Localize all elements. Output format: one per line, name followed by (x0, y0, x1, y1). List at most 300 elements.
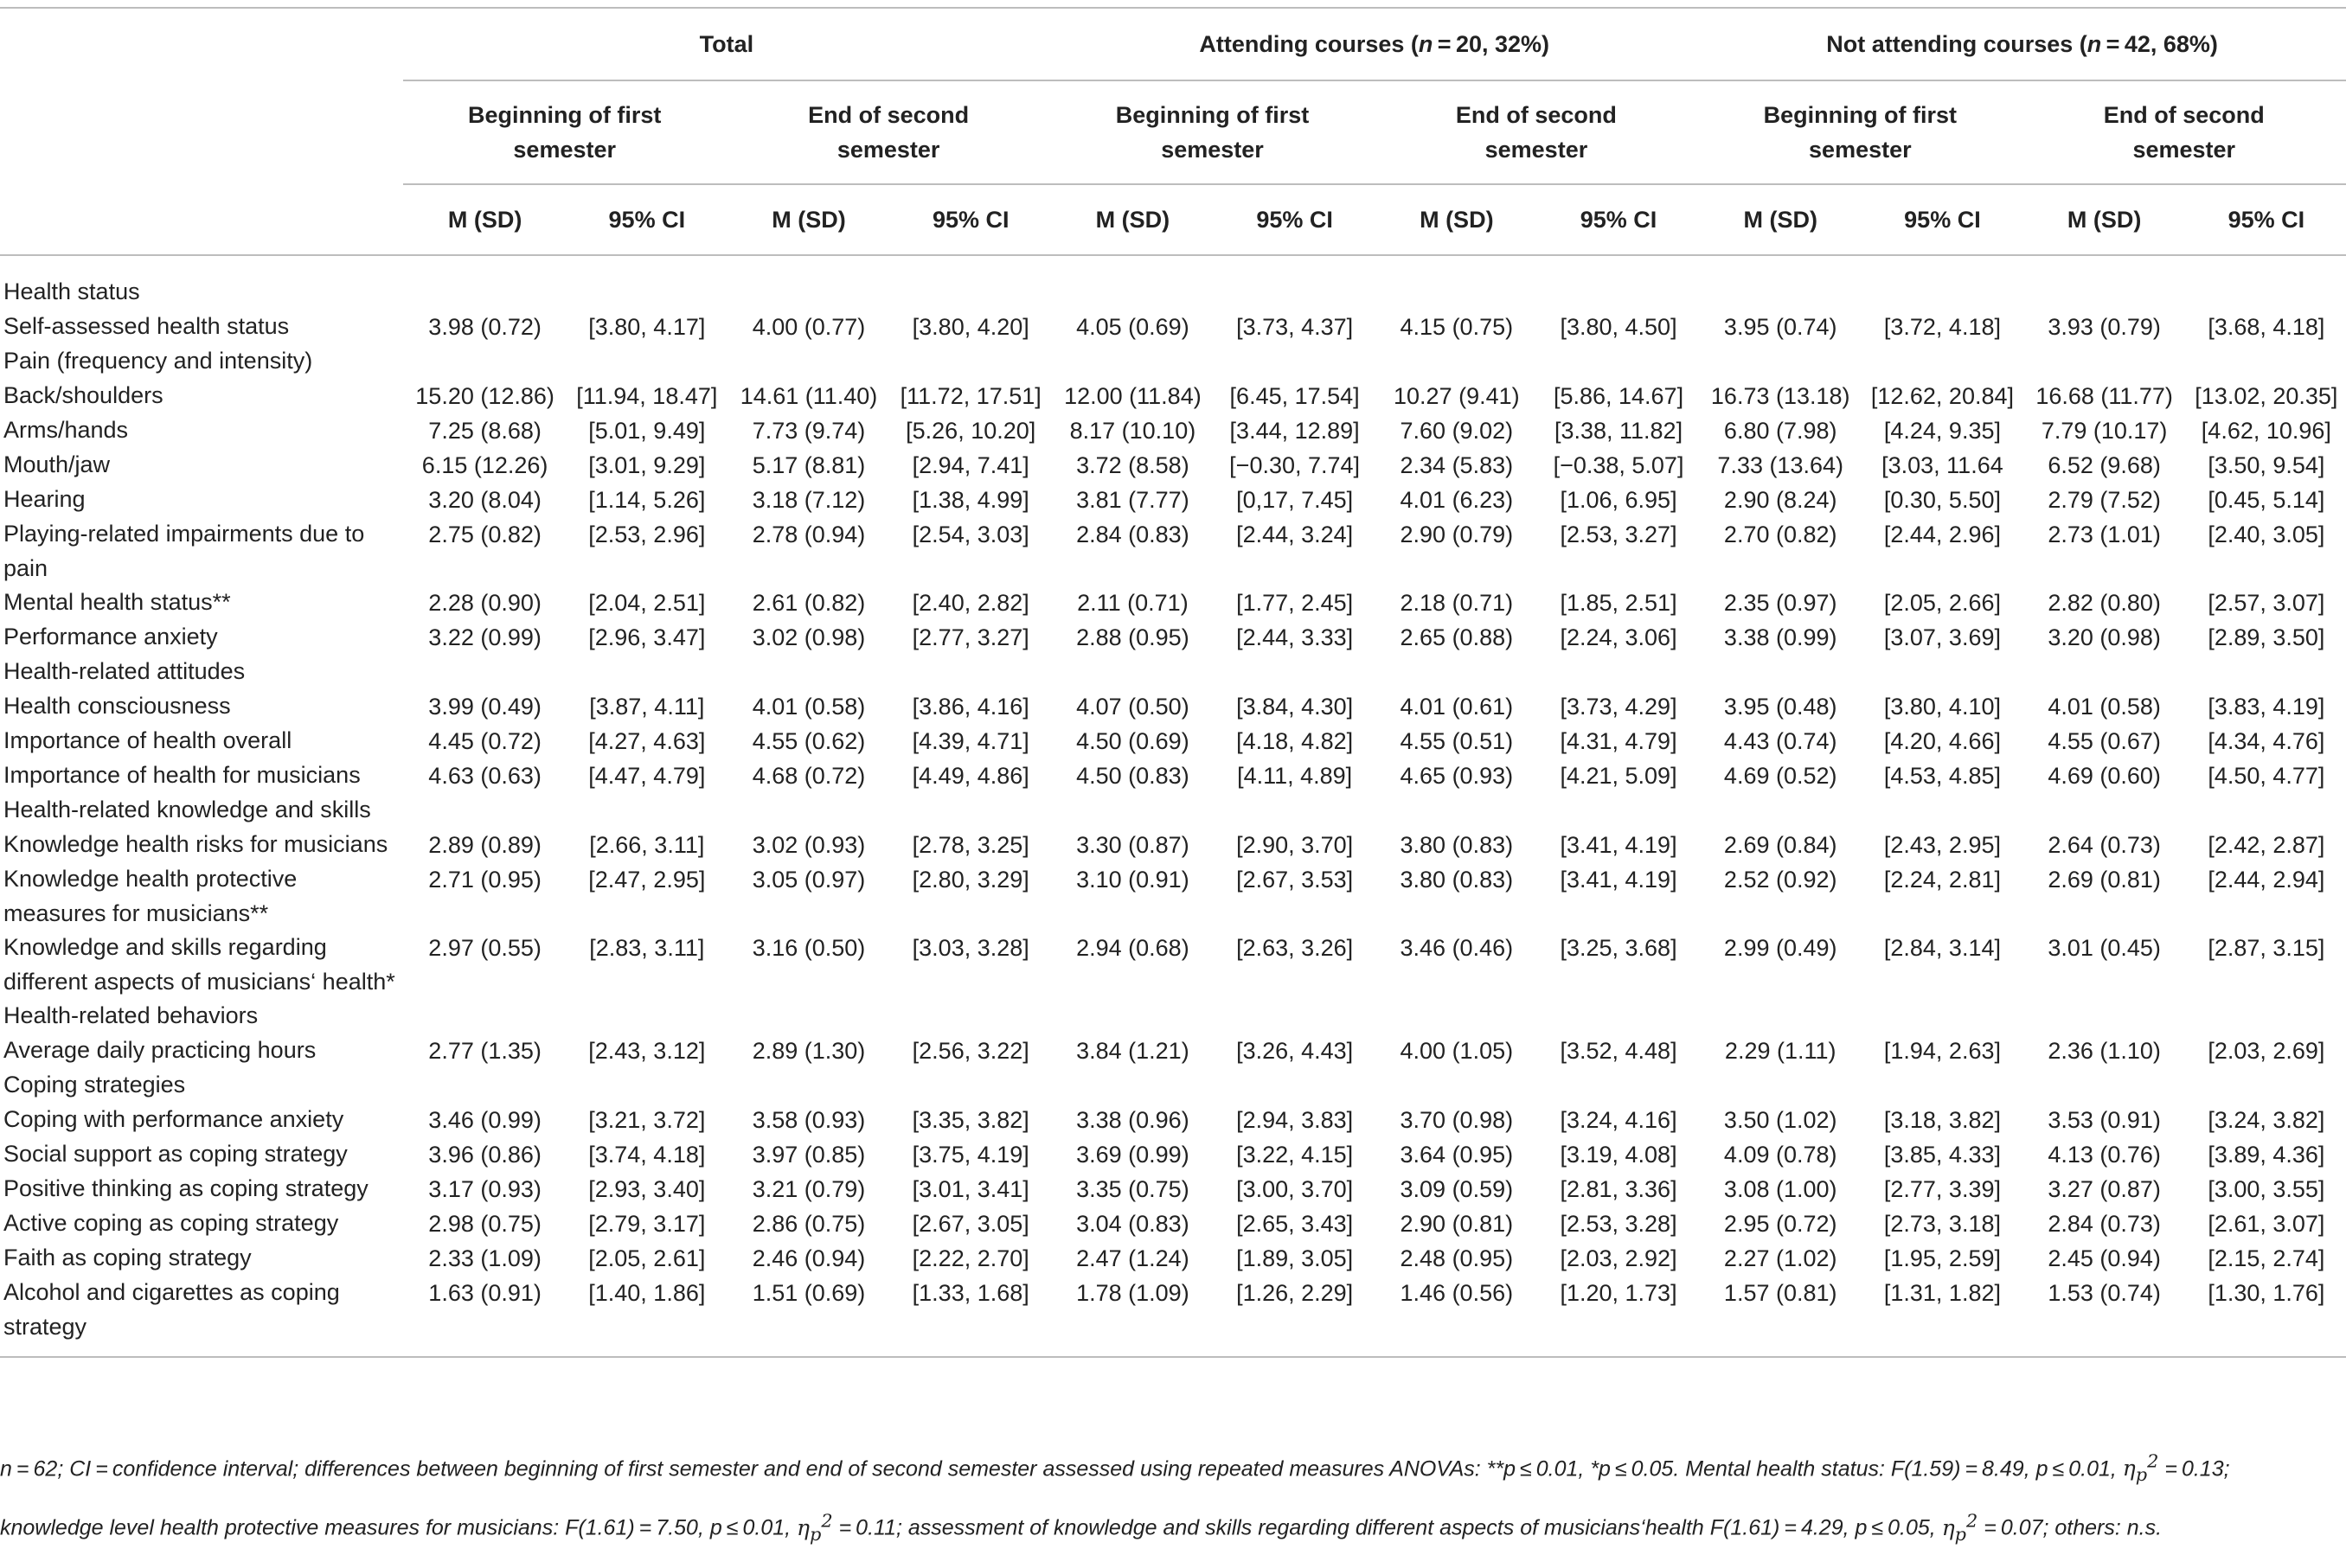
cell-ci: [2.96, 3.47] (588, 624, 706, 650)
cell-mean-sd: 7.33 (13.64) (1717, 452, 1844, 478)
cell-ci: [2.67, 3.53] (1236, 867, 1354, 893)
cell-mean-sd: 2.97 (0.55) (428, 935, 542, 961)
cell-mean-sd: 2.52 (0.92) (1723, 867, 1837, 893)
cell-mean-sd: 4.09 (0.78) (1723, 1142, 1837, 1168)
section-label: Health-related behaviors (3, 1002, 259, 1028)
cell-empty (727, 344, 891, 379)
cell-empty (1698, 999, 1862, 1034)
cell-mean-sd: 2.99 (0.49) (1723, 935, 1837, 961)
cell-mean-sd: 2.36 (1.10) (2048, 1038, 2161, 1064)
cell-ci: [11.94, 18.47] (576, 383, 718, 409)
cell-ci: [1.94, 2.63] (1883, 1038, 2001, 1064)
cell-empty (2022, 793, 2187, 828)
stat-header-mean-sd: M (SD) (447, 206, 522, 233)
row-label: Average daily practicing hours (3, 1037, 317, 1063)
cell-ci: [3.80, 4.10] (1883, 694, 2001, 720)
cell-ci: [2.24, 3.06] (1560, 624, 1677, 650)
cell-mean-sd: 4.07 (0.50) (1076, 694, 1189, 720)
cell-empty (1215, 344, 1375, 379)
cell-empty (2022, 999, 2187, 1034)
cell-mean-sd: 2.28 (0.90) (428, 590, 542, 616)
cell-ci: [5.26, 10.20] (906, 418, 1036, 444)
cell-mean-sd: 2.90 (8.24) (1723, 487, 1837, 513)
cell-mean-sd: 3.21 (0.79) (752, 1176, 866, 1202)
cell-ci: [3.73, 4.29] (1560, 694, 1677, 720)
cell-mean-sd: 2.90 (0.79) (1400, 522, 1514, 547)
cell-ci: [2.79, 3.17] (588, 1211, 706, 1237)
cell-empty (2187, 344, 2346, 379)
cell-empty (891, 344, 1050, 379)
cell-empty (403, 655, 567, 689)
cell-mean-sd: 2.89 (1.30) (752, 1038, 866, 1064)
time-header (403, 80, 727, 184)
cell-ci: [2.66, 3.11] (589, 832, 705, 858)
cell-ci: [3.00, 3.55] (2208, 1176, 2325, 1202)
row-label: Faith as coping strategy (3, 1245, 252, 1270)
row-label: Health consciousness (3, 693, 231, 719)
table-row (0, 862, 2346, 931)
cell-ci: [4.31, 4.79] (1560, 728, 1677, 754)
cell-ci: [2.84, 3.14] (1883, 935, 2001, 961)
cell-ci: [2.83, 3.11] (589, 935, 705, 961)
cell-ci: [3.80, 4.50] (1560, 314, 1677, 340)
row-label: Mouth/jaw (3, 451, 111, 477)
cell-mean-sd: 3.69 (0.99) (1076, 1142, 1189, 1168)
cell-mean-sd: 4.68 (0.72) (752, 763, 866, 789)
cell-empty (891, 255, 1050, 310)
cell-mean-sd: 7.79 (10.17) (2041, 418, 2168, 444)
cell-ci: [3.01, 3.41] (912, 1176, 1029, 1202)
footnote-text: knowledge level health protective measures for musicians: F(1.61) = 7.50, p ≤ 0.01, (0, 1515, 792, 1540)
cell-ci: [4.50, 4.77] (2208, 763, 2325, 789)
cell-ci: [3.22, 4.15] (1236, 1142, 1354, 1168)
cell-mean-sd: 3.80 (0.83) (1400, 867, 1514, 893)
cell-ci: [3.87, 4.11] (589, 694, 705, 720)
cell-ci: [3.41, 4.19] (1560, 867, 1677, 893)
cell-empty (1050, 999, 1215, 1034)
cell-mean-sd: 3.46 (0.99) (428, 1107, 542, 1133)
cell-mean-sd: 3.20 (0.98) (2048, 624, 2161, 650)
table-row (0, 586, 2346, 620)
cell-empty (2187, 1068, 2346, 1103)
row-label: Importance of health overall (3, 727, 292, 753)
cell-mean-sd: 14.61 (11.40) (740, 383, 878, 409)
cell-mean-sd: 4.01 (0.58) (752, 694, 866, 720)
cell-empty (403, 344, 567, 379)
cell-ci: [2.47, 2.95] (588, 867, 706, 893)
cell-mean-sd: 2.88 (0.95) (1076, 624, 1189, 650)
time-header (1050, 80, 1374, 184)
cell-mean-sd: 3.58 (0.93) (752, 1107, 866, 1133)
cell-mean-sd: 10.27 (9.41) (1394, 383, 1520, 409)
cell-empty (1215, 255, 1375, 310)
stat-header-ci: 95% CI (608, 206, 686, 233)
cell-mean-sd: 6.15 (12.26) (421, 452, 548, 478)
cell-ci: [2.90, 3.70] (1236, 832, 1354, 858)
cell-ci: [2.05, 2.66] (1883, 590, 2001, 616)
row-label: Knowledge health protective measures for musicians** (3, 866, 298, 926)
table-row (0, 1137, 2346, 1172)
cell-ci: [1.31, 1.82] (1883, 1280, 2001, 1306)
cell-ci: [4.62, 10.96] (2201, 418, 2331, 444)
cell-ci: [3.07, 3.69] (1883, 624, 2001, 650)
cell-ci: [4.20, 4.66] (1883, 728, 2001, 754)
cell-empty (891, 1068, 1050, 1103)
cell-mean-sd: 2.95 (0.72) (1723, 1211, 1837, 1237)
cell-ci: [2.77, 3.27] (912, 624, 1029, 650)
eta-squared-symbol (2122, 1451, 2159, 1486)
row-label: Coping with performance anxiety (3, 1106, 344, 1132)
cell-mean-sd: 3.64 (0.95) (1400, 1142, 1514, 1168)
cell-empty (1375, 344, 1539, 379)
cell-mean-sd: 2.78 (0.94) (752, 522, 866, 547)
cell-empty (2187, 999, 2346, 1034)
cell-mean-sd: 4.65 (0.93) (1400, 763, 1514, 789)
group-label: Not attending courses ( (1826, 30, 2087, 57)
cell-empty (567, 344, 727, 379)
cell-empty (2022, 1068, 2187, 1103)
cell-mean-sd: 1.46 (0.56) (1400, 1280, 1514, 1306)
cell-ci: [4.49, 4.86] (912, 763, 1029, 789)
section-row (0, 255, 2346, 310)
cell-empty (1215, 655, 1375, 689)
eta-superscript: 2 (821, 1510, 833, 1532)
eta-subscript: p (1954, 1523, 1967, 1545)
cell-ci: [1.14, 5.26] (588, 487, 706, 513)
group-header-attending (1050, 8, 1698, 80)
cell-empty (1862, 793, 2022, 828)
cell-mean-sd: 3.17 (0.93) (428, 1176, 542, 1202)
cell-ci: [2.43, 2.95] (1883, 832, 2001, 858)
cell-mean-sd: 3.10 (0.91) (1076, 867, 1189, 893)
stat-header-row (0, 184, 2346, 255)
footnote-text: = 0.11; assessment of knowledge and skills regarding different aspects of musicians‘health F(1.61) = 4.29, p ≤ 0.05, (838, 1515, 1936, 1540)
row-label: Performance anxiety (3, 624, 218, 650)
cell-ci: [2.73, 3.18] (1883, 1211, 2001, 1237)
cell-empty (403, 793, 567, 828)
cell-ci: [2.94, 7.41] (912, 452, 1029, 478)
cell-ci: [2.89, 3.50] (2208, 624, 2325, 650)
cell-mean-sd: 2.45 (0.94) (2048, 1245, 2161, 1271)
cell-empty (2022, 344, 2187, 379)
cell-mean-sd: 4.50 (0.83) (1076, 763, 1189, 789)
cell-mean-sd: 2.86 (0.75) (752, 1211, 866, 1237)
cell-ci: [2.03, 2.92] (1560, 1245, 1677, 1271)
empty-corner (0, 8, 403, 80)
cell-ci: [5.01, 9.49] (588, 418, 706, 444)
table-footnote (0, 1439, 2346, 1558)
cell-ci: [2.15, 2.74] (2208, 1245, 2325, 1271)
table-row (0, 1103, 2346, 1137)
cell-mean-sd: 2.79 (7.52) (2048, 487, 2161, 513)
cell-ci: [2.04, 2.51] (588, 590, 706, 616)
section-row (0, 1068, 2346, 1103)
cell-ci: [2.03, 2.69] (2208, 1038, 2325, 1064)
cell-ci: [3.35, 3.82] (912, 1107, 1029, 1133)
time-header (727, 80, 1050, 184)
table-row (0, 413, 2346, 448)
eta-squared-symbol (797, 1510, 833, 1545)
cell-ci: [4.53, 4.85] (1883, 763, 2001, 789)
cell-mean-sd: 2.82 (0.80) (2048, 590, 2161, 616)
cell-ci: [2.65, 3.43] (1236, 1211, 1354, 1237)
cell-mean-sd: 3.01 (0.45) (2048, 935, 2161, 961)
cell-mean-sd: 2.34 (5.83) (1400, 452, 1514, 478)
cell-ci: [3.50, 9.54] (2208, 452, 2325, 478)
cell-mean-sd: 1.63 (0.91) (428, 1280, 542, 1306)
cell-ci: [2.94, 3.83] (1236, 1107, 1354, 1133)
cell-empty (1698, 793, 1862, 828)
stat-header-ci: 95% CI (1256, 206, 1333, 233)
cell-empty (1698, 344, 1862, 379)
cell-mean-sd: 4.01 (0.61) (1400, 694, 1514, 720)
cell-mean-sd: 2.18 (0.71) (1400, 590, 1514, 616)
cell-empty (1698, 255, 1862, 310)
cell-empty (1862, 655, 2022, 689)
time-label: Beginning of first semester (1115, 102, 1310, 163)
cell-mean-sd: 1.51 (0.69) (752, 1280, 866, 1306)
eta-letter: η (797, 1514, 811, 1540)
eta-squared-symbol (1941, 1510, 1978, 1545)
cell-mean-sd: 3.30 (0.87) (1076, 832, 1189, 858)
cell-mean-sd: 12.00 (11.84) (1064, 383, 1202, 409)
cell-empty (891, 655, 1050, 689)
cell-ci: [2.57, 3.07] (2208, 590, 2325, 616)
cell-ci: [3.80, 4.17] (588, 314, 706, 340)
cell-mean-sd: 4.05 (0.69) (1076, 314, 1189, 340)
cell-mean-sd: 2.89 (0.89) (428, 832, 542, 858)
time-label: Beginning of first semester (467, 102, 662, 163)
cell-empty (403, 1068, 567, 1103)
group-n-value: = 42, 68%) (2101, 30, 2218, 57)
table-row (0, 517, 2346, 586)
cell-mean-sd: 3.02 (0.98) (752, 624, 866, 650)
results-table (0, 7, 2346, 1358)
cell-empty (1698, 1068, 1862, 1103)
table-row (0, 1241, 2346, 1276)
cell-mean-sd: 2.84 (0.73) (2048, 1211, 2161, 1237)
cell-empty (1050, 793, 1215, 828)
cell-ci: [2.81, 3.36] (1560, 1176, 1677, 1202)
cell-mean-sd: 3.35 (0.75) (1076, 1176, 1189, 1202)
table-row (0, 724, 2346, 758)
group-header-not-attending (1698, 8, 2346, 80)
cell-empty (1375, 999, 1539, 1034)
cell-ci: [2.67, 3.05] (912, 1211, 1029, 1237)
cell-ci: [3.03, 3.28] (912, 935, 1029, 961)
section-label: Health-related knowledge and skills (3, 797, 371, 822)
cell-ci: [6.45, 17.54] (1229, 383, 1360, 409)
cell-ci: [2.93, 3.40] (588, 1176, 706, 1202)
cell-mean-sd: 3.09 (0.59) (1400, 1176, 1514, 1202)
cell-mean-sd: 15.20 (12.86) (415, 383, 554, 409)
cell-mean-sd: 4.43 (0.74) (1723, 728, 1837, 754)
row-label: Knowledge health risks for musicians (3, 831, 388, 857)
cell-ci: [4.47, 4.79] (588, 763, 706, 789)
cell-mean-sd: 4.55 (0.51) (1400, 728, 1514, 754)
cell-empty (1539, 793, 1698, 828)
section-label: Health status (3, 278, 140, 304)
table-row (0, 1034, 2346, 1068)
cell-ci: [3.72, 4.18] (1883, 314, 2001, 340)
cell-mean-sd: 2.73 (1.01) (2048, 522, 2161, 547)
cell-ci: [3.25, 3.68] (1560, 935, 1677, 961)
table-row (0, 310, 2346, 344)
cell-mean-sd: 1.53 (0.74) (2048, 1280, 2161, 1306)
cell-ci: [2.22, 2.70] (912, 1245, 1029, 1271)
cell-empty (1698, 655, 1862, 689)
cell-ci: [4.34, 4.76] (2208, 728, 2325, 754)
stat-header-ci: 95% CI (932, 206, 1010, 233)
cell-mean-sd: 3.70 (0.98) (1400, 1107, 1514, 1133)
cell-empty (2187, 793, 2346, 828)
cell-mean-sd: 2.29 (1.11) (1724, 1038, 1836, 1064)
cell-ci: [2.61, 3.07] (2208, 1211, 2325, 1237)
cell-empty (567, 793, 727, 828)
cell-ci: [3.89, 4.36] (2208, 1142, 2325, 1168)
row-label: Self-assessed health status (3, 313, 290, 339)
cell-ci: [2.53, 3.27] (1560, 522, 1677, 547)
cell-ci: [2.40, 2.82] (912, 590, 1029, 616)
cell-mean-sd: 3.72 (8.58) (1076, 452, 1189, 478)
cell-ci: [3.01, 9.29] (588, 452, 706, 478)
cell-empty (891, 999, 1050, 1034)
cell-mean-sd: 4.01 (0.58) (2048, 694, 2161, 720)
cell-ci: [1.33, 1.68] (912, 1280, 1029, 1306)
cell-ci: [3.83, 4.19] (2208, 694, 2325, 720)
stat-header-ci: 95% CI (1580, 206, 1657, 233)
cell-ci: [3.74, 4.18] (588, 1142, 706, 1168)
group-n-symbol: n (2086, 30, 2102, 57)
table-row (0, 931, 2346, 999)
cell-ci: [4.11, 4.89] (1237, 763, 1353, 789)
table-body (0, 255, 2346, 1357)
cell-empty (1050, 655, 1215, 689)
cell-ci: [2.44, 3.33] (1236, 624, 1354, 650)
eta-letter: η (1941, 1514, 1955, 1540)
cell-mean-sd: 3.16 (0.50) (752, 935, 866, 961)
cell-ci: [1.85, 2.51] (1560, 590, 1677, 616)
cell-mean-sd: 4.13 (0.76) (2048, 1142, 2161, 1168)
row-label: Importance of health for musicians (3, 762, 361, 788)
cell-ci: [3.52, 4.48] (1560, 1038, 1677, 1064)
cell-empty (1050, 255, 1215, 310)
eta-subscript: p (810, 1523, 822, 1545)
cell-mean-sd: 3.04 (0.83) (1076, 1211, 1189, 1237)
cell-ci: [3.41, 4.19] (1560, 832, 1677, 858)
cell-mean-sd: 3.99 (0.49) (428, 694, 542, 720)
cell-mean-sd: 2.69 (0.81) (2048, 867, 2161, 893)
cell-mean-sd: 3.38 (0.99) (1723, 624, 1837, 650)
cell-ci: [2.80, 3.29] (912, 867, 1029, 893)
cell-mean-sd: 3.18 (7.12) (752, 487, 866, 513)
row-label: Arms/hands (3, 417, 129, 443)
cell-mean-sd: 2.47 (1.24) (1076, 1245, 1189, 1271)
cell-mean-sd: 3.95 (0.48) (1723, 694, 1837, 720)
cell-mean-sd: 3.84 (1.21) (1076, 1038, 1189, 1064)
table-row (0, 379, 2346, 413)
stat-header-ci: 95% CI (2227, 206, 2305, 233)
cell-mean-sd: 7.25 (8.68) (428, 418, 542, 444)
cell-ci: [4.18, 4.82] (1236, 728, 1354, 754)
stat-header-mean-sd: M (SD) (1420, 206, 1494, 233)
cell-mean-sd: 2.64 (0.73) (2048, 832, 2161, 858)
cell-mean-sd: 3.93 (0.79) (2048, 314, 2161, 340)
cell-empty (727, 793, 891, 828)
table-row (0, 1276, 2346, 1357)
cell-ci: [3.86, 4.16] (912, 694, 1029, 720)
cell-ci: [4.21, 5.09] (1560, 763, 1677, 789)
cell-empty (567, 1068, 727, 1103)
cell-ci: [12.62, 20.84] (1870, 383, 2014, 409)
cell-mean-sd: 2.65 (0.88) (1400, 624, 1514, 650)
table-row (0, 483, 2346, 517)
cell-mean-sd: 2.46 (0.94) (752, 1245, 866, 1271)
cell-ci: [1.20, 1.73] (1560, 1280, 1677, 1306)
footnote-text: = 0.13; (2164, 1456, 2230, 1482)
cell-mean-sd: 8.17 (10.10) (1069, 418, 1196, 444)
cell-ci: [1.06, 6.95] (1560, 487, 1677, 513)
cell-ci: [3.24, 4.16] (1560, 1107, 1677, 1133)
cell-mean-sd: 3.46 (0.46) (1400, 935, 1514, 961)
cell-ci: [0,17, 7.45] (1236, 487, 1354, 513)
empty-corner (0, 184, 403, 255)
cell-mean-sd: 4.45 (0.72) (428, 728, 542, 754)
cell-ci: [2.44, 2.96] (1883, 522, 2001, 547)
cell-ci: [−0.30, 7.74] (1229, 452, 1361, 478)
cell-ci: [4.39, 4.71] (912, 728, 1029, 754)
cell-empty (2022, 255, 2187, 310)
cell-mean-sd: 4.00 (0.77) (752, 314, 866, 340)
cell-mean-sd: 3.80 (0.83) (1400, 832, 1514, 858)
row-label: Mental health status** (3, 589, 231, 615)
stat-header-ci: 95% CI (1904, 206, 1981, 233)
cell-mean-sd: 2.77 (1.35) (428, 1038, 542, 1064)
cell-mean-sd: 3.05 (0.97) (752, 867, 866, 893)
cell-mean-sd: 3.98 (0.72) (428, 314, 542, 340)
cell-mean-sd: 2.11 (0.71) (1077, 590, 1189, 616)
time-header (2022, 80, 2346, 184)
eta-superscript: 2 (1966, 1510, 1978, 1532)
cell-empty (403, 999, 567, 1034)
cell-empty (1862, 999, 2022, 1034)
cell-mean-sd: 3.20 (8.04) (428, 487, 542, 513)
cell-ci: [−0.38, 5.07] (1553, 452, 1684, 478)
cell-empty (727, 999, 891, 1034)
group-header-row (0, 8, 2346, 80)
cell-ci: [2.77, 3.39] (1883, 1176, 2001, 1202)
footnote-line-2 (0, 1498, 2346, 1557)
cell-mean-sd: 1.57 (0.81) (1723, 1280, 1837, 1306)
table-row (0, 828, 2346, 862)
stat-header-mean-sd: M (SD) (1095, 206, 1170, 233)
cell-mean-sd: 5.17 (8.81) (752, 452, 866, 478)
cell-ci: [3.19, 4.08] (1560, 1142, 1677, 1168)
cell-ci: [3.73, 4.37] (1236, 314, 1354, 340)
group-n-symbol: n (1418, 30, 1433, 57)
cell-ci: [2.24, 2.81] (1883, 867, 2001, 893)
row-label: Alcohol and cigarettes as coping strategy (3, 1279, 340, 1340)
cell-ci: [13.02, 20.35] (2195, 383, 2338, 409)
cell-mean-sd: 2.61 (0.82) (752, 590, 866, 616)
group-label: Total (699, 30, 754, 57)
cell-empty (403, 255, 567, 310)
cell-empty (2187, 655, 2346, 689)
cell-ci: [2.42, 2.87] (2208, 832, 2325, 858)
cell-ci: [0.30, 5.50] (1883, 487, 2001, 513)
row-label: Hearing (3, 486, 86, 512)
cell-mean-sd: 2.48 (0.95) (1400, 1245, 1514, 1271)
